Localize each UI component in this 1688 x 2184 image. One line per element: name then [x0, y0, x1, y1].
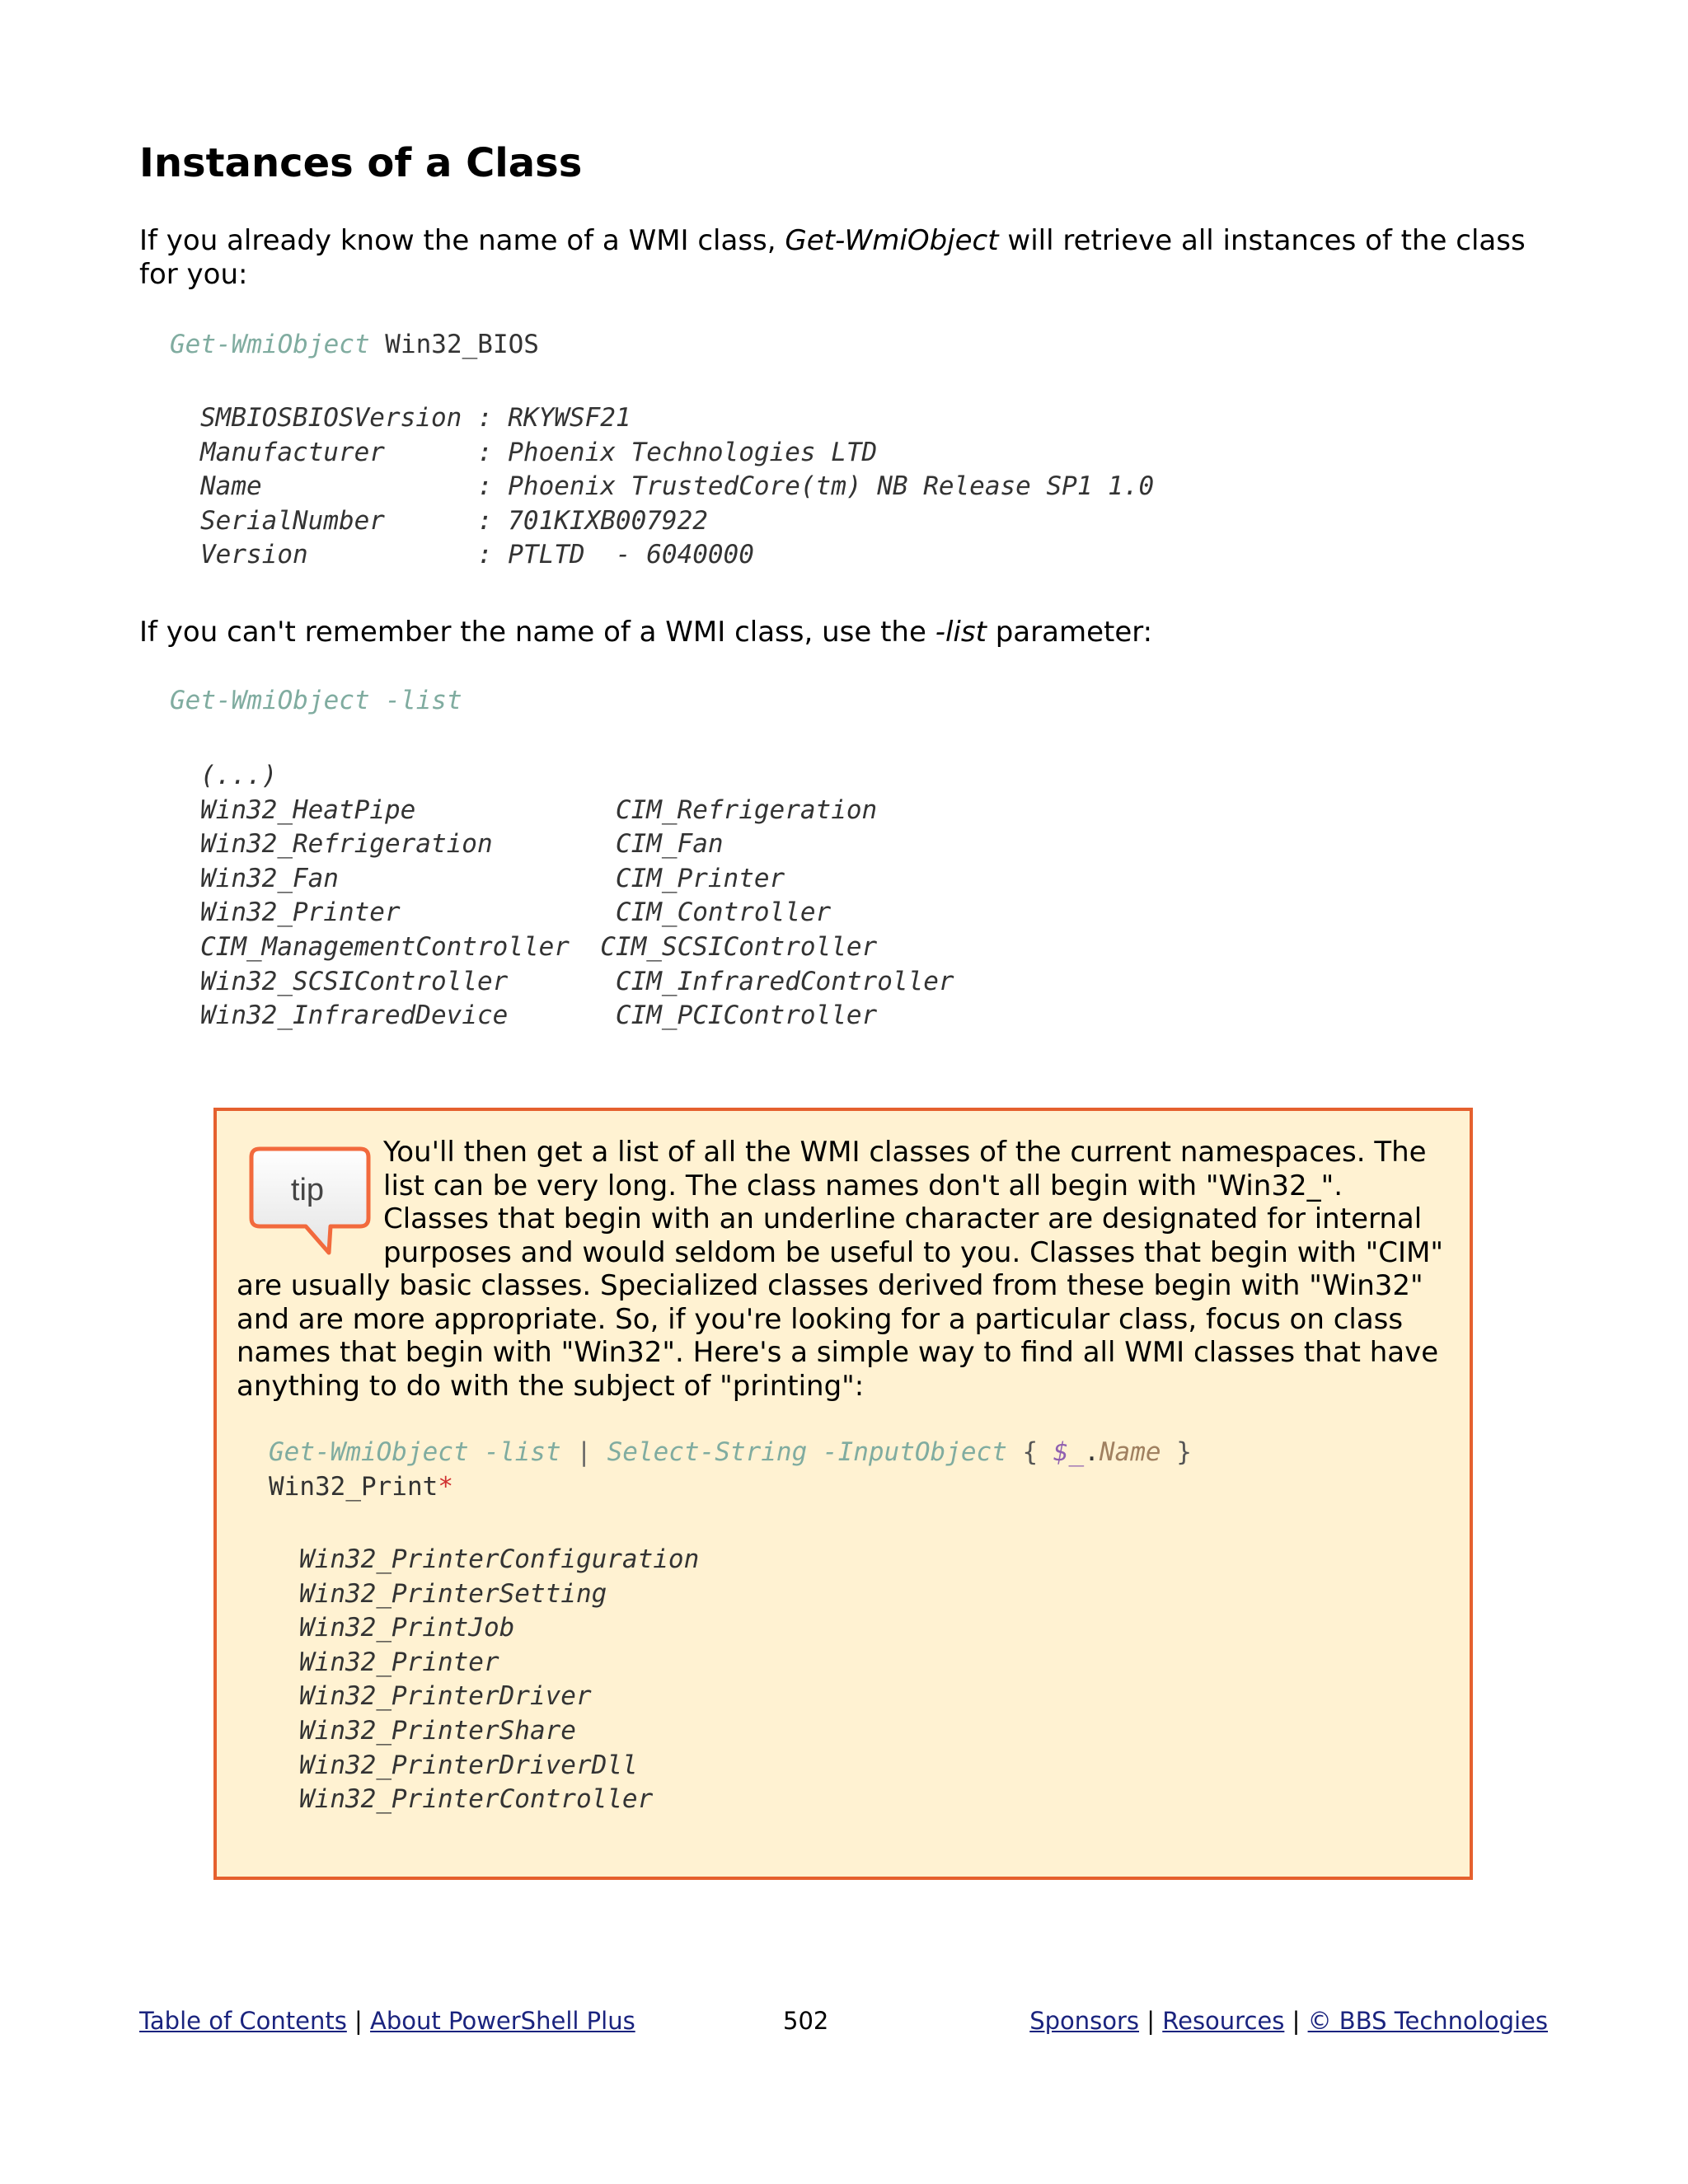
tip-code-command: Get-WmiObject -list | Select-String -InputObject { $_.Name } — [269, 1437, 1192, 1467]
tip-code-command-cont: Win32_Print* — [269, 1472, 453, 1502]
output-line: Version : PTLTD - 6040000 — [200, 540, 754, 570]
output-line: Win32_PrintJob — [299, 1613, 515, 1643]
output-line: Win32_SCSIController CIM_InfraredController — [200, 966, 954, 996]
list-paragraph: If you can't remember the name of a WMI class, use the -list parameter: — [139, 616, 1153, 649]
tip-code-output — [299, 1543, 699, 1817]
output-line: Win32_InfraredDevice CIM_PCIController — [200, 1001, 878, 1031]
output-line: Win32_PrinterController — [299, 1784, 654, 1815]
output-line: Win32_Fan CIM_Printer — [200, 863, 785, 893]
output-line: Manufacturer : Phoenix Technologies LTD — [200, 437, 878, 467]
output-line: SMBIOSBIOSVersion : RKYWSF21 — [200, 403, 631, 433]
toc-link[interactable]: Table of Contents — [139, 2007, 347, 2035]
page-number: 502 — [783, 2007, 829, 2035]
output-line: Win32_PrinterSetting — [299, 1578, 607, 1609]
about-link[interactable]: About PowerShell Plus — [370, 2007, 635, 2035]
output-line: Win32_Printer CIM_Controller — [200, 898, 832, 928]
output-line: Name : Phoenix TrustedCore(tm) NB Release SP1 1.0 — [200, 471, 1155, 502]
output-line: SerialNumber : 701KIXB007922 — [200, 505, 708, 536]
output-line: CIM_ManagementController CIM_SCSIController — [200, 931, 878, 962]
cmdlet-name: Get-WmiObject — [785, 224, 999, 257]
sponsors-link[interactable]: Sponsors — [1029, 2007, 1140, 2035]
code-command-list: Get-WmiObject -list — [170, 686, 462, 715]
output-line: Win32_PrinterConfiguration — [299, 1544, 700, 1574]
footer-right: Sponsors | Resources | © BBS Technologies — [1029, 2007, 1548, 2035]
list-param: -list — [935, 616, 987, 649]
code-command-bios: Get-WmiObject Win32_BIOS — [170, 330, 539, 359]
output-line: Win32_Printer — [299, 1647, 499, 1677]
output-line: Win32_PrinterDriverDll — [299, 1750, 638, 1780]
output-line: Win32_PrinterShare — [299, 1715, 576, 1746]
code-output-list — [200, 759, 954, 1033]
copyright-link[interactable]: © BBS Technologies — [1307, 2007, 1548, 2035]
svg-text:tip: tip — [290, 1173, 325, 1207]
output-line: Win32_HeatPipe CIM_Refrigeration — [200, 794, 878, 825]
resources-link[interactable]: Resources — [1162, 2007, 1285, 2035]
intro-paragraph: If you already know the name of a WMI class, Get-WmiObject will retrieve all instances of the class for you: — [139, 224, 1526, 291]
output-line: (...) — [200, 761, 278, 790]
output-line: Win32_Refrigeration CIM_Fan — [200, 829, 724, 860]
output-line: Win32_PrinterDriver — [299, 1681, 592, 1712]
footer-left: Table of Contents | About PowerShell Plus — [139, 2007, 635, 2035]
tip-text: You'll then get a list of all the WMI classes of the current namespaces. The list can be very long. The class names don't all begin with "Win32_". Classes that begin with an underline character are designated for internal purposes and would seldom be useful to you. Classes that begin with "CIM" are usually basic classes. Specialized classes derived from these begin with "Win32" and are more appropriate. So, if you're looking for a particular class, focus on class names that begin with "Win32". Here's a simple way to find all WMI classes that have anything to do with the subject of "printing": — [237, 1136, 1444, 1403]
code-output-bios — [200, 401, 1154, 573]
page-title: Instances of a Class — [139, 140, 583, 186]
tip-box — [213, 1108, 1473, 1880]
